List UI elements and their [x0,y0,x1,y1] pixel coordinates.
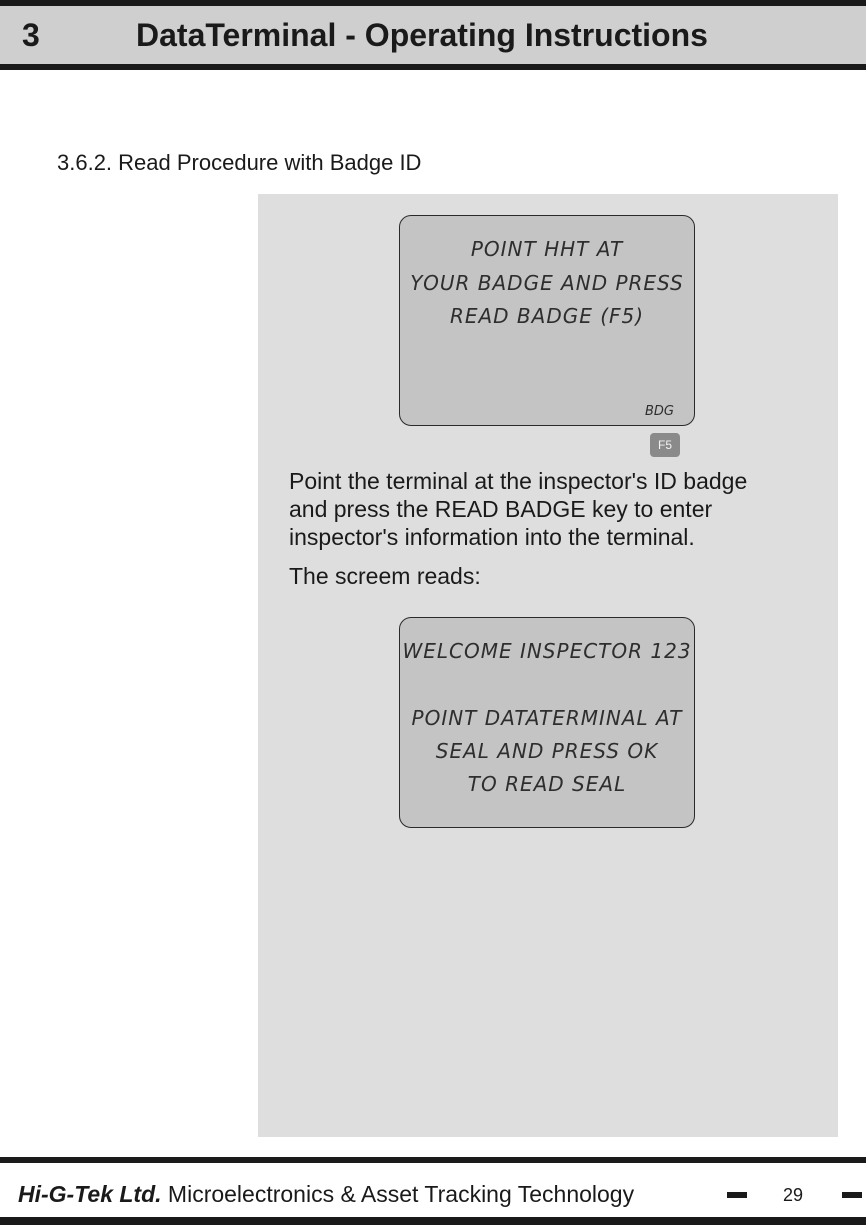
chapter-title: DataTerminal - Operating Instructions [136,17,708,53]
lcd-line: YOUR BADGE AND PRESS [410,271,684,295]
lcd-line: POINT HHT AT [470,237,624,261]
lcd-line: SEAL AND PRESS OK [435,739,659,763]
lcd-line: POINT DATATERMINAL AT [411,706,683,730]
lcd-screen-badge-prompt [399,215,695,426]
screen-reads-label: The screem reads: [289,563,481,589]
instruction-line: inspector's information into the terminal. [289,524,695,550]
chapter-number: 3 [22,17,40,53]
header-bottom-rule [0,64,866,70]
footer-dash-right [842,1192,862,1198]
footer-bottom-rule [0,1217,866,1225]
lcd-screen-welcome [399,617,695,828]
footer-text [18,1180,634,1208]
lcd-line: READ BADGE (F5) [449,304,645,328]
lcd-line: TO READ SEAL [467,772,627,796]
footer-tagline: Microelectronics & Asset Tracking Technology [161,1181,635,1207]
f5-key-button[interactable]: F5 [650,433,680,457]
footer-top-rule [0,1157,866,1163]
section-heading: 3.6.2. Read Procedure with Badge ID [57,150,422,175]
page-number: 29 [783,1185,804,1205]
footer-brand: Hi-G-Tek Ltd. [18,1181,162,1207]
badge-mode-indicator: BDG [644,404,674,419]
lcd-line: WELCOME INSPECTOR 123 [402,639,692,663]
instruction-line: Point the terminal at the inspector's ID badge [289,468,748,494]
instruction-line: and press the READ BADGE key to enter [289,496,713,522]
footer-dash-left [727,1192,747,1198]
